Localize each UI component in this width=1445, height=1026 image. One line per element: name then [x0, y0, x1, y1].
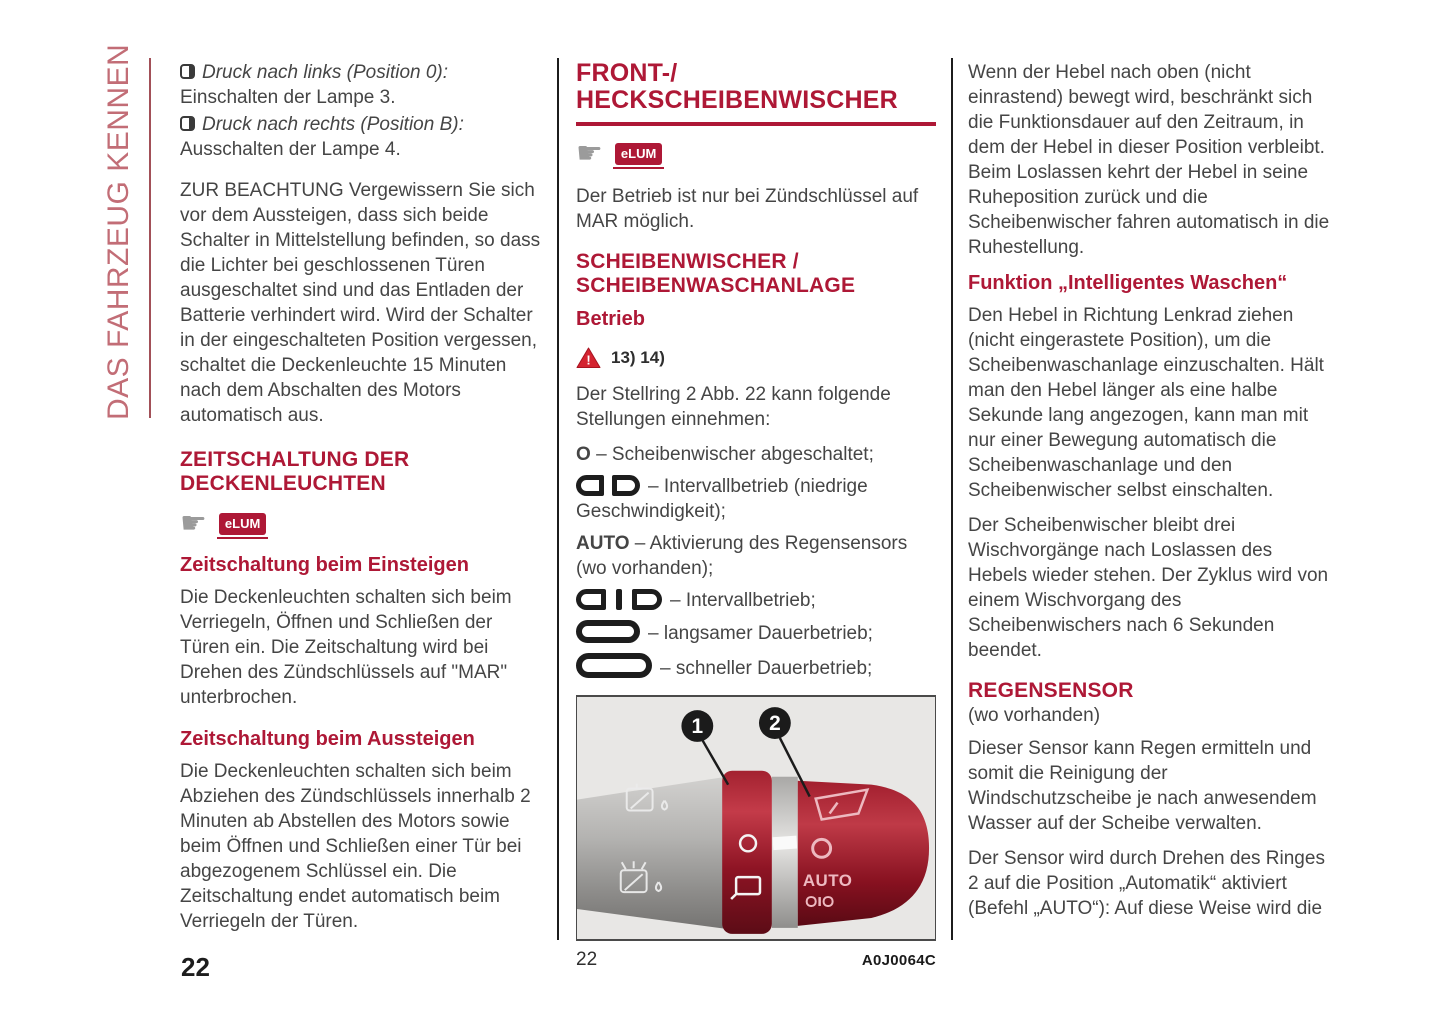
wiper-stalk-illustration: [577, 697, 935, 939]
section-heading-wiper: SCHEIBENWISCHER / SCHEIBENWASCHANLAGE: [576, 250, 856, 297]
callout-number-2: 2: [769, 711, 781, 735]
position-label: AUTO: [576, 533, 630, 554]
bullet-text-rest: Einschalten der Lampe 3.: [180, 87, 396, 108]
continuous-slow-icon: [576, 620, 640, 643]
intermittent-icon: [576, 589, 662, 610]
elum-book-icon: eLUM: [615, 143, 662, 165]
subheading-smart-wash: Funktion „Intelligentes Waschen“: [968, 272, 1288, 294]
paragraph-rain-1: Dieser Sensor kann Regen ermitteln und somit die Reinigung der Windschutzscheibe je nach anwesendem Wasser auf der Scheibe verwalten.: [968, 738, 1317, 834]
auto-label: AUTO: [802, 871, 853, 891]
bullet-item: [180, 112, 546, 162]
bullet-text: Druck nach rechts (Position B):: [202, 114, 464, 135]
elum-book-icon: eLUM: [219, 513, 266, 535]
section-heading-timer: ZEITSCHALTUNG DER DECKENLEUCHTEN: [180, 448, 410, 495]
column-divider-1: [557, 58, 559, 940]
paragraph-exiting: Die Deckenleuchten schalten sich beim Abziehen des Zündschlüssels innerhalb 2 Minuten ab Abstellen des Motors sowie beim Öffnen und Schließen einer Tür bei abgezogenem Schlüssel ein. Die Zeitschaltung endet automatisch beim Verriegeln der Türen.: [180, 761, 531, 932]
paragraph-ring: Der Stellring 2 Abb. 22 kann folgende Stellungen einnehmen:: [576, 384, 891, 430]
svg-text:!: !: [586, 352, 591, 367]
paragraph-wash-2: Der Scheibenwischer bleibt drei Wischvorgänge nach Loslassen des Hebels wieder stehen. Der Zyklus wird von einem Wischvorgang des Scheibenwischers nach 6 Sekunden beendet.: [968, 515, 1329, 661]
reference-row: [180, 508, 546, 540]
subheading-betrieb: Betrieb: [576, 308, 645, 330]
callout-number-1: 1: [691, 714, 704, 738]
bullet-text-rest: Ausschalten der Lampe 4.: [180, 139, 401, 160]
continuous-fast-icon: [576, 653, 652, 678]
figure-caption: [576, 947, 936, 973]
subheading-exiting: Zeitschaltung beim Aussteigen: [180, 728, 475, 750]
position-label: O: [576, 444, 591, 465]
pointing-hand-icon: ☛: [576, 136, 603, 171]
paragraph-intro: Der Betrieb ist nur bei Zündschlüssel auf MAR möglich.: [576, 186, 919, 232]
wiper-position-item: O – Scheibenwischer abgeschaltet;: [576, 444, 874, 465]
paragraph-rain-2: Der Sensor wird durch Drehen des Ringes 2 auf die Position „Automatik“ aktiviert (Befehl „AUTO“): Auf diese Weise wird die: [968, 848, 1325, 919]
page-title: FRONT-/ HECKSCHEIBENWISCHER: [576, 60, 936, 126]
wiper-position-item: AUTO – Aktivierung des Regensensors (wo vorhanden);: [576, 533, 908, 579]
paragraph-note: ZUR BEACHTUNG Vergewissern Sie sich vor dem Aussteigen, dass sich beide Schalter in Mittelstellung befinden, so dass die Lichter bei geschlossenen Türen ausgeschaltet sind und das Entladen der Batterie verhindert wird. Wird der Schalter in der eingeschalteten Position vergessen, schaltet die Deckenleuchte 15 Minuten nach dem Abschalten des Motors automatisch aus.: [180, 180, 541, 426]
wiper-position-item: – Intervallbetrieb;: [576, 588, 936, 613]
page-number: 22: [181, 952, 210, 982]
wiper-position-item: – schneller Dauerbetrieb;: [576, 653, 936, 681]
wiper-position-item: – langsamer Dauerbetrieb;: [576, 620, 936, 646]
bullet-text: Druck nach links (Position 0):: [202, 62, 449, 83]
ring-marker: [773, 836, 798, 851]
wiper-position-item: – Intervallbetrieb (niedrige Geschwindigkeit);: [576, 476, 868, 522]
column-divider-2: [951, 58, 953, 940]
pointing-hand-icon: ☛: [180, 506, 207, 541]
figure-code: A0J0064C: [861, 952, 936, 969]
square-bullet-icon: [180, 64, 195, 79]
stalk-ring-silver: [772, 777, 798, 928]
reference-row: [576, 138, 936, 170]
bullet-item: [180, 60, 546, 110]
column-middle: [576, 60, 936, 973]
warning-triangle-icon: [576, 347, 601, 369]
sidebar-rule: [149, 58, 151, 418]
subheading-entering: Zeitschaltung beim Einsteigen: [180, 554, 469, 576]
warning-row: [576, 345, 936, 370]
paragraph-wash-1: Den Hebel in Richtung Lenkrad ziehen (nicht eingerastete Position), um die Scheibenwaschanlage einzuschalten. Hält man den Hebel länger als eine halbe Sekunde lang angezogen, kann man mit nur einer Bewegung automatisch die Scheibenwaschanlage und den Scheibenwischer selbst einschalten.: [968, 305, 1324, 501]
intermittent-low-icon: [576, 475, 640, 496]
column-left: [180, 60, 546, 944]
footnote-refs: 13) 14): [611, 348, 665, 367]
column-right: [968, 60, 1332, 931]
figure-number: 22: [576, 949, 598, 970]
section-heading-rain-sensor: REGENSENSOR: [968, 679, 1134, 702]
chapter-title-vertical: DAS FAHRZEUG KENNEN: [102, 43, 135, 420]
paragraph-lever: Wenn der Hebel nach oben (nicht einrastend) bewegt wird, beschränkt sich die Funktionsdauer auf den Zeitraum, in dem der Hebel in dieser Position verbleibt. Beim Loslassen kehrt der Hebel in seine Ruheposition zurück und die Scheibenwischer fahren automatisch in die Ruhestellung.: [968, 62, 1330, 258]
paragraph-entering: Die Deckenleuchten schalten sich beim Verriegeln, Öffnen und Schließen der Türen ein. Die Zeitschaltung wird bei Drehen des Zündschlüssels auf "MAR" unterbrochen.: [180, 587, 512, 708]
rain-sensor-availability: (wo vorhanden): [968, 705, 1101, 726]
figure-wiper-stalk: [576, 695, 936, 941]
square-bullet-icon: [180, 116, 195, 131]
